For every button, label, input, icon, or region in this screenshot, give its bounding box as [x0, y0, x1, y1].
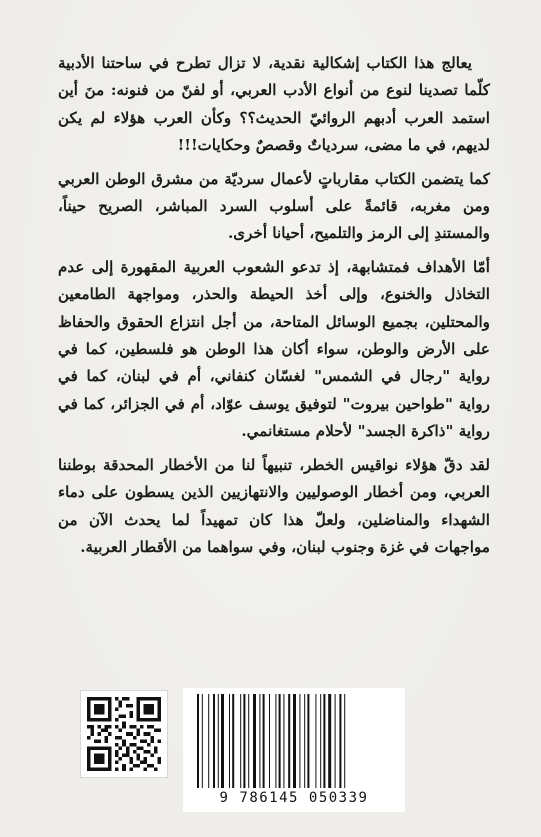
qr-code — [80, 690, 168, 778]
barcode-bar — [307, 694, 309, 788]
barcode-bar — [232, 694, 234, 788]
barcode-bar — [293, 694, 296, 788]
barcode-bar — [335, 694, 336, 788]
barcode-bar — [243, 694, 245, 788]
barcode-bar — [288, 694, 290, 788]
barcode-bar — [323, 694, 325, 788]
barcode-bar — [279, 694, 281, 788]
blurb-text — [58, 50, 490, 567]
barcode-bar — [275, 694, 276, 788]
barcode-bar — [304, 694, 305, 788]
blurb-paragraph-3: أمّا الأهداف فمتشابهة، إذ تدعو الشعوب العربية المقهورة إلى عدم التخاذل والخنوع، وإلى أخذ الحيطة والحذر، ومواجهة الطامعين والمحتلين، بجميع الوسائل المتاحة، من أجل انتزاع الحقوق والحفاظ على الأرض والوطن، سواء أكان هذا الوطن هو فلسطين، كما في رواية "رجال في الشمس" لغسّان كنفاني، أم في لبنان، كما في رواية "طواحين بيروت" لتوفيق يوسف عوّاد، أم في الجزائر، كما في رواية "ذاكرة الجسد" لأحلام مستغانمي. — [58, 257, 490, 441]
barcode-bar — [344, 694, 345, 788]
barcode-bar — [263, 694, 265, 788]
barcode-bar — [320, 694, 321, 788]
barcode-bar — [283, 694, 284, 788]
qr-code-icon — [87, 697, 161, 771]
barcode-bar — [253, 694, 256, 788]
isbn-number: 9 786145 050339 — [219, 790, 369, 806]
blurb-paragraph-2: كما يتضمن الكتاب مقارباتٍ لأعمال سرديّة من مشرق الوطن العربي ومن مغربه، قائمةً على أسلوب السرد المباشر، الصريح حيناً، والمستندِ إلى الرمز والتلميح، أحيانا أخرى. — [58, 169, 490, 243]
barcode-bar — [259, 694, 260, 788]
barcode-bar — [202, 694, 203, 788]
barcode-bar — [248, 694, 249, 788]
barcode-bar — [197, 694, 199, 788]
barcode-bar — [218, 694, 219, 788]
barcode-bar — [339, 694, 341, 788]
barcode-bar — [208, 694, 209, 788]
barcode-bar — [229, 694, 230, 788]
barcode-bar — [221, 694, 224, 788]
barcode-bar — [299, 694, 300, 788]
isbn-barcode — [183, 688, 405, 812]
barcode-bar — [269, 694, 270, 788]
blurb-paragraph-4: لقد دقّ هؤلاء نواقيس الخطر، تنبيهاً لنا من الأخطار المحدقة بوطننا العربي، ومن أخطار الوصوليين والانتهازيين الذين يسطون على دماء الشهداء والمناضلين، ولعلّ هذا كان تمهيداً لما يحدث الآن من مواجهات في غزة وجنوب لبنان، وفي سواهما من الأقطار العربية. — [58, 455, 490, 556]
barcode-bar — [213, 694, 215, 788]
barcode-bar — [240, 694, 241, 788]
barcode-icon — [195, 694, 393, 788]
blurb-paragraph-1: يعالج هذا الكتاب إشكالية نقدية، لا تزال تطرح في ساحتنا الأدبية كلّما تصدينا لنوع من أنواع الأدب العربي، أو لفنّ من فنونه: منَ أين استمد العرب أدبهم الروائيّ الحديث؟؟ وكأن العرب هؤلاء لم يكن لديهم، في ما مضى، سردياتٌ وقصصٌ وحكايات!!! — [58, 54, 490, 155]
barcode-bar — [315, 694, 316, 788]
barcode-bar — [328, 694, 331, 788]
